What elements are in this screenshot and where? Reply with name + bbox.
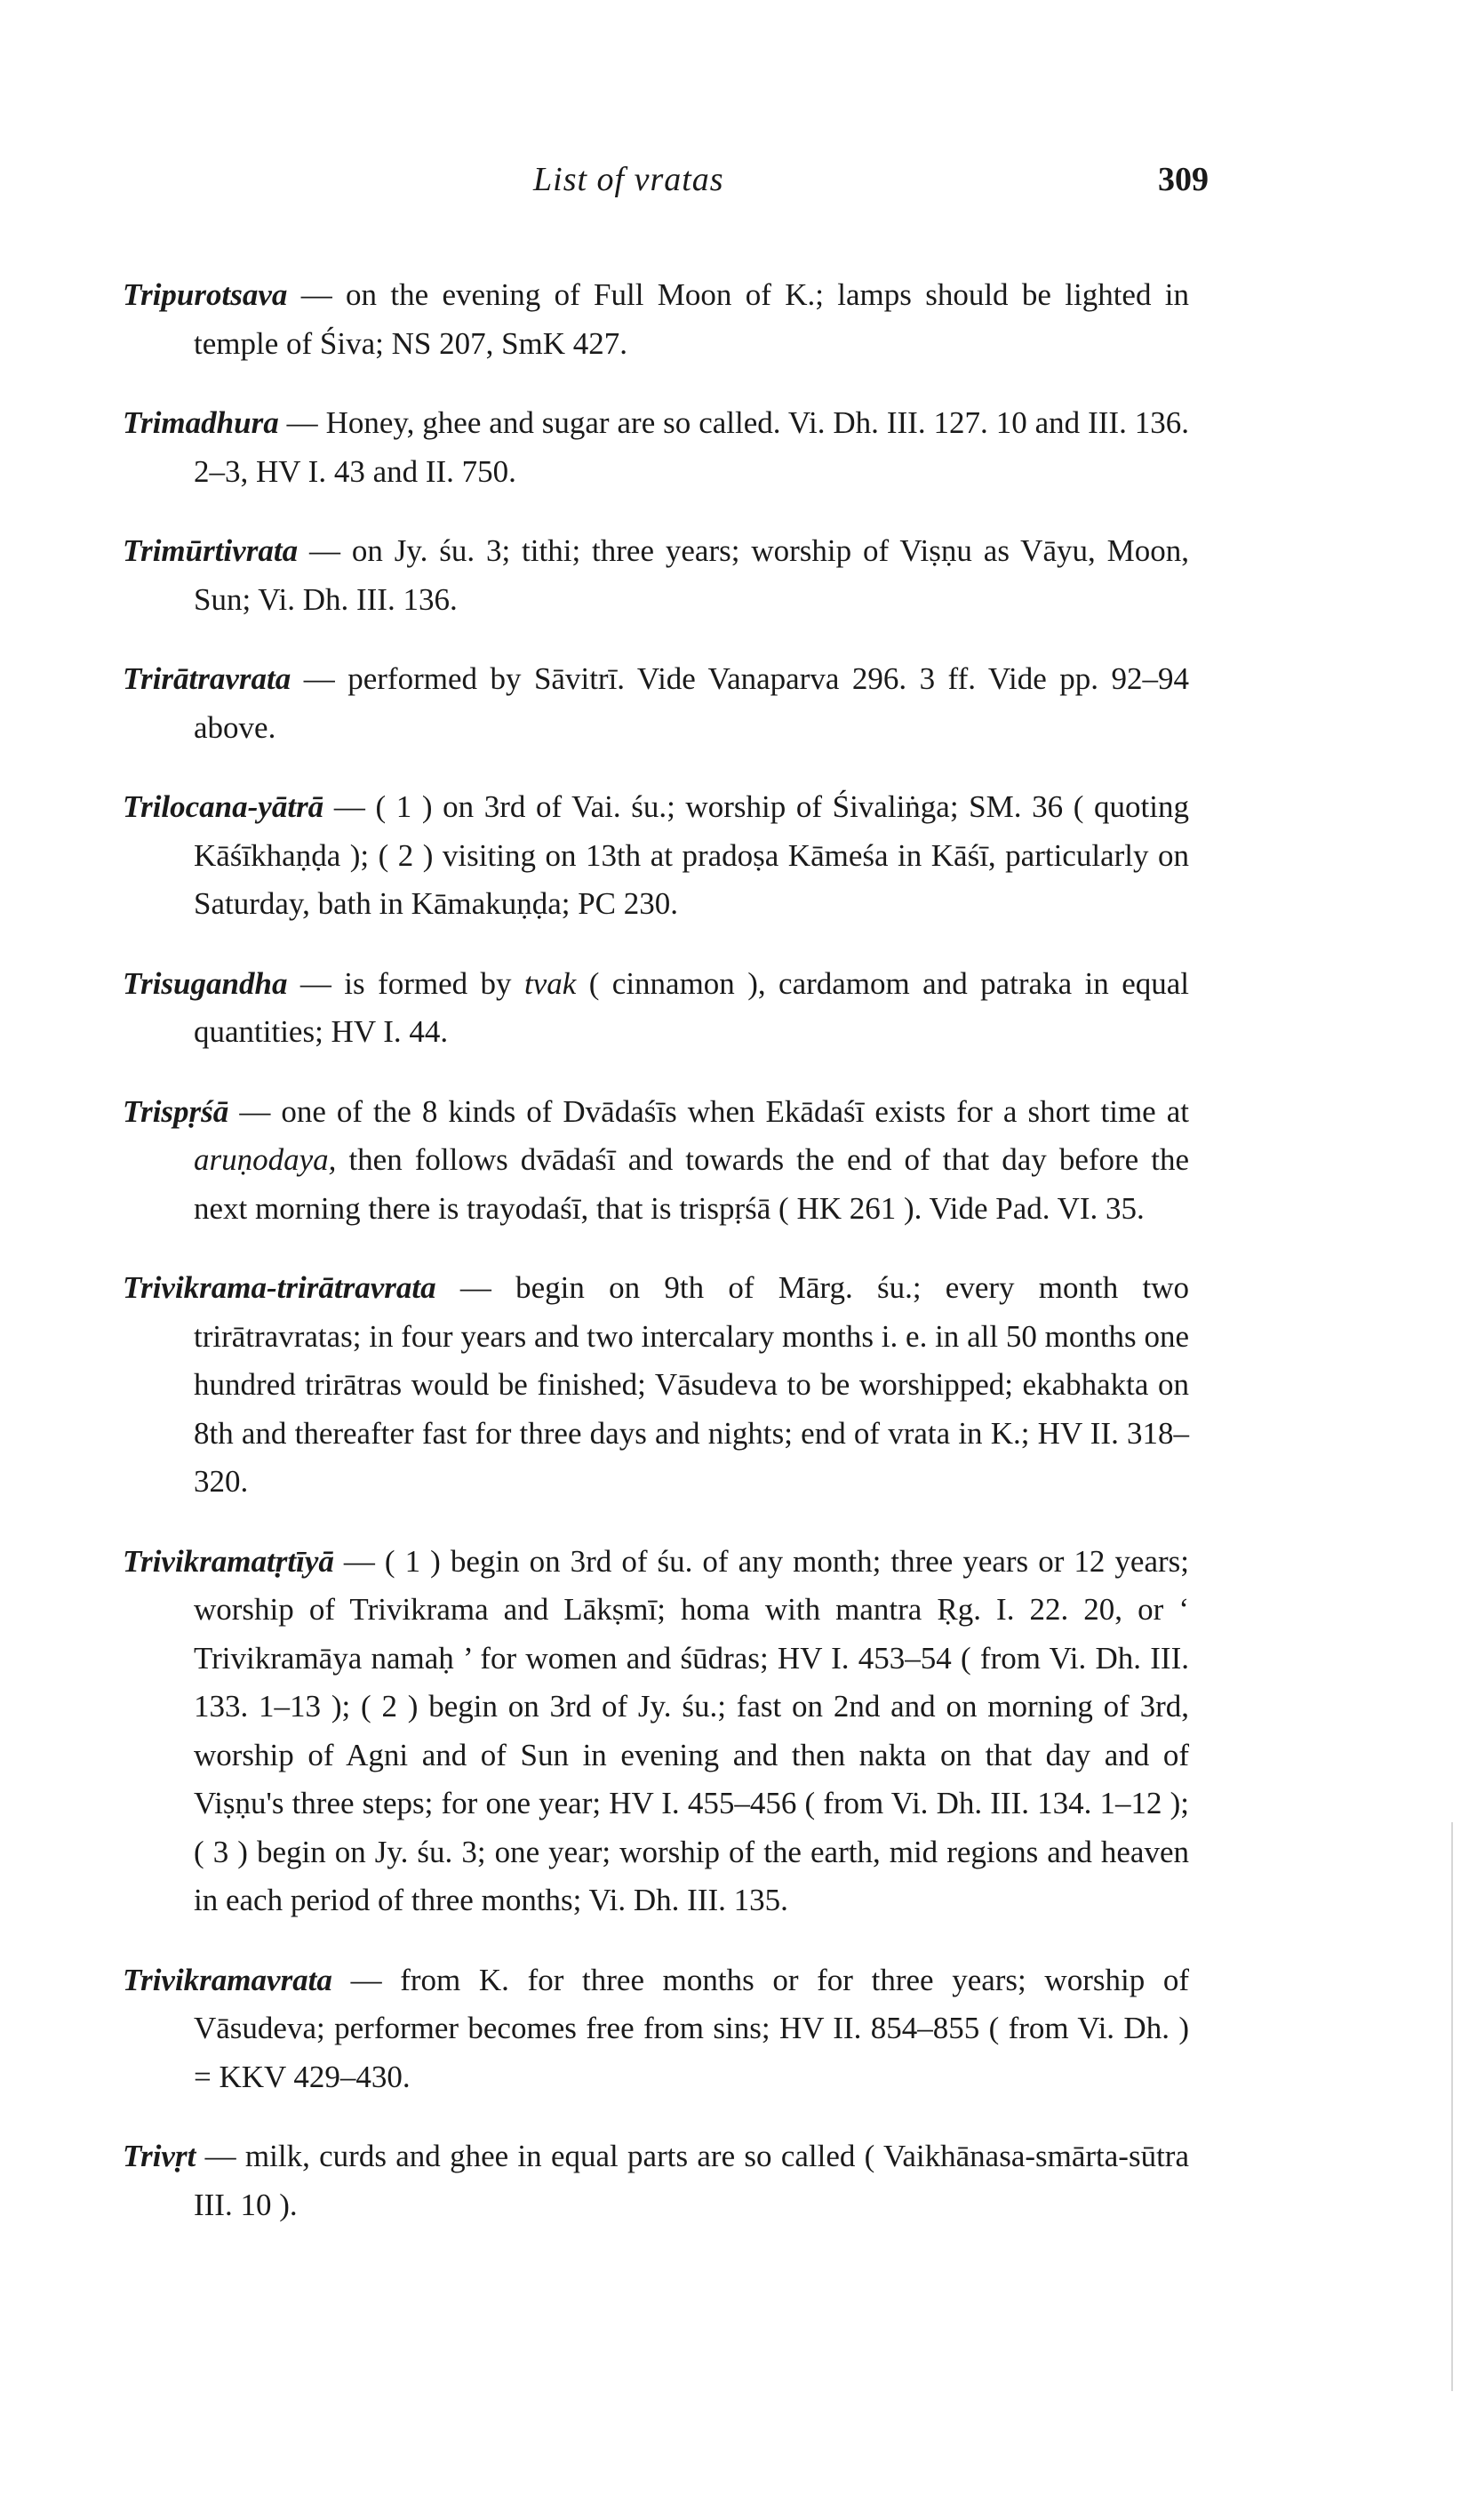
entry-text: — begin on 9th of Mārg. śu.; every month two trirātravratas; in four years and two intercalary months i. e. in all 50 months one hundred trirātras would be finished; Vāsudeva to be worshipped; ekabhakta on 8th and thereafter fast for three days and nights; end of vrata in K.; HV II. 318–320. xyxy=(194,1270,1189,1499)
entry-text: — from K. for three months or for three years; worship of Vāsudeva; performer becomes free from sins; HV II. 854–855 ( from Vi. Dh. ) = KKV 429–430. xyxy=(194,1962,1189,2094)
entry-headword: Trirātravrata xyxy=(123,661,291,696)
entry-headword: Trivṛt xyxy=(123,2139,196,2173)
entry-headword: Trisugandha xyxy=(123,965,288,1001)
entry-text: — milk, curds and ghee in equal parts are so called ( Vaikhānasa-smārta-sūtra III. 10 ). xyxy=(194,2139,1189,2222)
entry-italic-term: tvak xyxy=(523,965,577,1001)
entry-text: — ( 1 ) begin on 3rd of śu. of any month; three years or 12 years; worship of Trivikrama and Lākṣmī; homa with mantra Ṛg. I. 22. 20, or ‘ Trivikramāya namaḥ ’ for women and śūdras; HV I. 453–54 ( from Vi. Dh. III. 133. 1–13 ); ( 2 ) begin on 3rd of Jy. śu.; fast on 2nd and on morning of 3rd, worship of Agni and of Sun in evening and then nakta on that day and of Viṣṇu's three steps; for one year; HV I. 455–456 ( from Vi. Dh. III. 134. 1–12 ); ( 3 ) begin on Jy. śu. 3; one year; worship of the earth, mid regions and heaven in each period of three months; Vi. Dh. III. 135. xyxy=(194,1543,1189,1917)
entry-text: — is formed by xyxy=(287,965,524,1001)
entry-trimurtivrata xyxy=(123,527,1189,624)
entry-headword: Trivikrama-trirātravrata xyxy=(123,1270,436,1305)
entry-text: — ( 1 ) on 3rd of Vai. śu.; worship of Śivaliṅga; SM. 36 ( quoting Kāśīkhaṇḍa ); ( 2 ) visiting on 13th at pradoṣa Kāmeśa in Kāśī, particularly on Saturday, bath in Kāmakuṇḍa; PC 230. xyxy=(194,789,1189,921)
entry-tripurotsava xyxy=(123,271,1189,368)
entry-trivikrama-triratravrata xyxy=(123,1264,1189,1507)
entry-headword: Trispṛśā xyxy=(123,1093,229,1129)
running-head-title: List of vratas xyxy=(533,161,724,198)
entry-text: — on the evening of Full Moon of K.; lamps should be lighted in temple of Śiva; NS 207, SmK 427. xyxy=(194,277,1189,361)
entry-text: — Honey, ghee and sugar are so called. Vi. Dh. III. 127. 10 and III. 136. 2–3, HV I. 43 and II. 750. xyxy=(194,405,1189,489)
entry-headword: Trivikramatṛtīyā xyxy=(123,1543,334,1579)
entry-text: — one of the 8 kinds of Dvādaśīs when Ekādaśī exists for a short time at xyxy=(228,1093,1189,1129)
entry-triratravrata xyxy=(123,655,1189,752)
entry-headword: Tripurotsava xyxy=(123,277,288,312)
running-head xyxy=(116,160,1209,213)
page-edge-line xyxy=(1451,1822,1453,2391)
entry-trisprsa xyxy=(123,1088,1189,1234)
entry-trilocana-yatra xyxy=(123,783,1189,929)
entry-trimadhura xyxy=(123,399,1189,496)
glossary-entries xyxy=(123,240,1189,2240)
entry-trivikramatrtiya xyxy=(123,1538,1189,1925)
entry-italic-term: aruṇodaya, xyxy=(194,1142,337,1177)
entry-trisugandha xyxy=(123,960,1189,1057)
entry-headword: Trimadhura xyxy=(123,405,279,440)
entry-text-continued: then follows dvādaśī and towards the end of that day before the next morning there is trayodaśī, that is trispṛśā ( HK 261 ). Vide Pad. VI. 35. xyxy=(194,1142,1189,1226)
entry-trivrt xyxy=(123,2132,1189,2229)
entry-headword: Trimūrtivrata xyxy=(123,533,299,568)
entry-text-continued: ( cinnamon ), cardamom and patraka in equal quantities; HV I. 44. xyxy=(194,965,1189,1049)
entry-headword: Trilocana-yātrā xyxy=(123,789,324,824)
entry-trivikramavrata xyxy=(123,1956,1189,2102)
entry-text: — on Jy. śu. 3; tithi; three years; worship of Viṣṇu as Vāyu, Moon, Sun; Vi. Dh. III. 136. xyxy=(194,533,1189,617)
page-number: 309 xyxy=(1158,161,1209,198)
entry-headword: Trivikramavrata xyxy=(123,1962,332,1997)
entry-text: — performed by Sāvitrī. Vide Vanaparva 296. 3 ff. Vide pp. 92–94 above. xyxy=(194,661,1189,745)
